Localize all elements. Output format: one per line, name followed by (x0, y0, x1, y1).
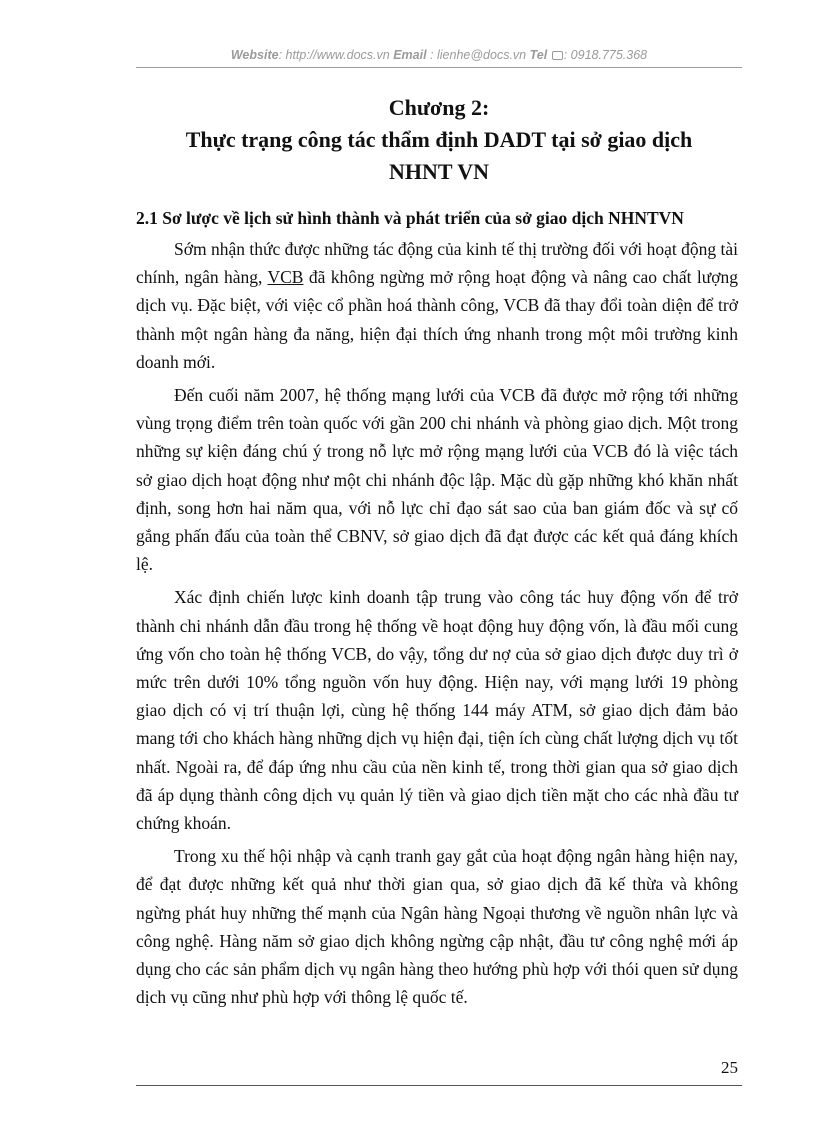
website-label: Website (230, 48, 279, 62)
telephone-icon (552, 51, 563, 60)
paragraph-1 (136, 235, 738, 376)
paragraph-3: Xác định chiến lược kinh doanh tập trung vào công tác huy động vốn để trở thành chi nhánh dẫn đầu trong hệ thống về hoạt động huy động vốn, là đầu mối cung ứng vốn cho toàn hệ thống VCB, do vậy, tổng dư nợ của sở giao dịch được duy trì ở mức trên dưới 10% tổng nguồn vốn huy động. Hiện nay, với mạng lưới 19 phòng giao dịch có vị trí thuận lợi, cùng hệ thống 144 máy ATM, sở giao dịch đảm bảo mang tới cho khách hàng những dịch vụ hiện đại, tiện ích cùng chất lượng dịch vụ tốt nhất. Ngoài ra, để đáp ứng nhu cầu của nền kinh tế, trong thời gian qua sở giao dịch đã áp dụng thành công dịch vụ quản lý tiền và giao dịch tiền mặt cho các nhà đầu tư chứng khoán. (136, 587, 738, 834)
page-header (136, 48, 742, 62)
email-value: : lienhe@docs.vn (426, 48, 527, 62)
email-label: Email (393, 48, 427, 62)
paragraph-4: Trong xu thế hội nhập và cạnh tranh gay gắt của hoạt động ngân hàng hiện nay, để đạt được những kết quả như thời gian qua, sở giao dịch đã kế thừa và không ngừng phát huy những thế mạnh của Ngân hàng Ngoại thương về nguồn nhân lực và công nghệ. Hàng năm sở giao dịch không ngừng cập nhật, đầu tư công nghệ mới áp dụng cho các sản phẩm dịch vụ ngân hàng theo hướng phù hợp với thói quen sử dụng dịch vụ cũng như phù hợp với thông lệ quốc tế. (136, 846, 738, 1008)
vcb-underlined-term: VCB (267, 267, 304, 288)
chapter-number: Chương 2: (388, 95, 490, 120)
chapter-title-continued: NHNT VN (388, 159, 490, 184)
footer-divider (136, 1085, 742, 1086)
paragraph-2: Đến cuối năm 2007, hệ thống mạng lưới của VCB đã được mở rộng tới những vùng trọng điểm trên toàn quốc với gần 200 chi nhánh và phòng giao dịch. Một trong những sự kiện đáng chú ý trong nỗ lực mở rộng mạng lưới của VCB đó là việc tách sở giao dịch hoạt động như một chi nhánh độc lập. Mặc dù gặp những khó khăn nhất định, song hơn hai năm qua, với nỗ lực chỉ đạo sát sao của ban giám đốc và sự cố gắng phấn đấu của toàn thể CBNV, sở giao dịch đã đạt được các kết quả đáng khích lệ. (136, 385, 738, 575)
page-number: 25 (721, 1058, 738, 1077)
header-divider (136, 67, 742, 68)
paragraph-1-text-start: Sớm nhận thức được những tác động của kinh tế thị trường đối với hoạt động tài chính, ngân hàng, (136, 239, 738, 288)
chapter-title: Thực trạng công tác thẩm định DADT tại sở giao dịch (185, 127, 693, 152)
section-heading: 2.1 Sơ lược về lịch sử hình thành và phát triển của sở giao dịch NHNTVN (136, 208, 684, 228)
body-text (136, 235, 738, 1016)
tel-label: Tel (529, 48, 548, 62)
tel-value: : 0918.775.368 (563, 48, 648, 62)
paragraph-1-text-end: đã không ngừng mở rộng hoạt động và nâng cao chất lượng dịch vụ. Đặc biệt, với việc cổ phần hoá thành công, VCB đã thay đổi toàn diện để trở thành một ngân hàng đa năng, hiện đại thích ứng nhanh trong một môi trường kinh doanh mới. (136, 267, 738, 372)
website-value: : http://www.docs.vn (278, 48, 390, 62)
